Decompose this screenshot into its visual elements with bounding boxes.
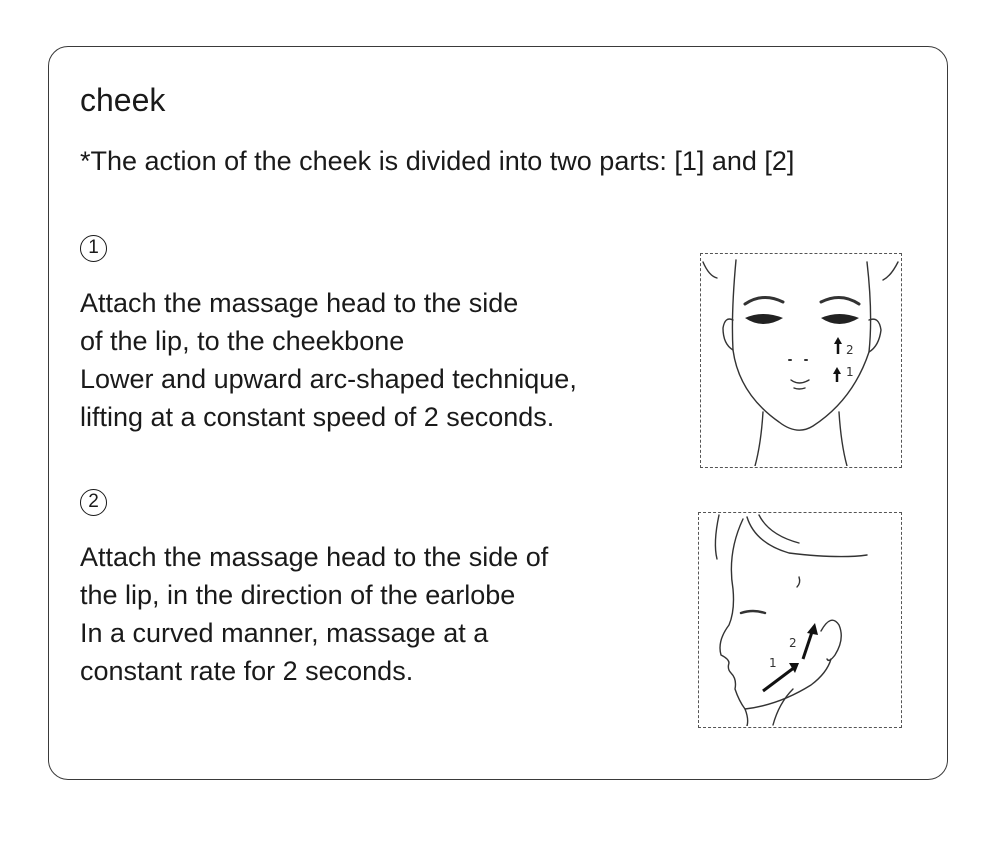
step-2-line-3: In a curved manner, massage at a bbox=[80, 618, 489, 648]
step-1-line-2: of the lip, to the cheekbone bbox=[80, 326, 405, 356]
step-1-line-4: lifting at a constant speed of 2 seconds. bbox=[80, 402, 555, 432]
front-label-2: 2 bbox=[846, 343, 854, 357]
front-label-1: 1 bbox=[846, 365, 854, 379]
side-label-1: 1 bbox=[769, 656, 777, 670]
front-face-diagram bbox=[700, 253, 902, 468]
section-title: cheek bbox=[80, 82, 166, 118]
front-face-diagram-icon bbox=[701, 254, 900, 466]
step-1-number: 1 bbox=[80, 235, 107, 262]
side-face-diagram bbox=[698, 512, 902, 728]
step-2-line-2: the lip, in the direction of the earlobe bbox=[80, 580, 516, 610]
side-label-2: 2 bbox=[789, 636, 797, 650]
step-2-text bbox=[80, 538, 548, 690]
step-1-line-3: Lower and upward arc-shaped technique, bbox=[80, 364, 577, 394]
step-2-line-4: constant rate for 2 seconds. bbox=[80, 656, 414, 686]
side-face-diagram-icon bbox=[699, 513, 900, 726]
arrow-up-icon bbox=[833, 337, 842, 382]
step-1-line-1: Attach the massage head to the side bbox=[80, 288, 519, 318]
step-2-line-1: Attach the massage head to the side of bbox=[80, 542, 549, 572]
step-2-number: 2 bbox=[80, 489, 107, 516]
step-1-text bbox=[80, 284, 577, 436]
intro-text: *The action of the cheek is divided into two parts: [1] and [2] bbox=[80, 146, 795, 176]
